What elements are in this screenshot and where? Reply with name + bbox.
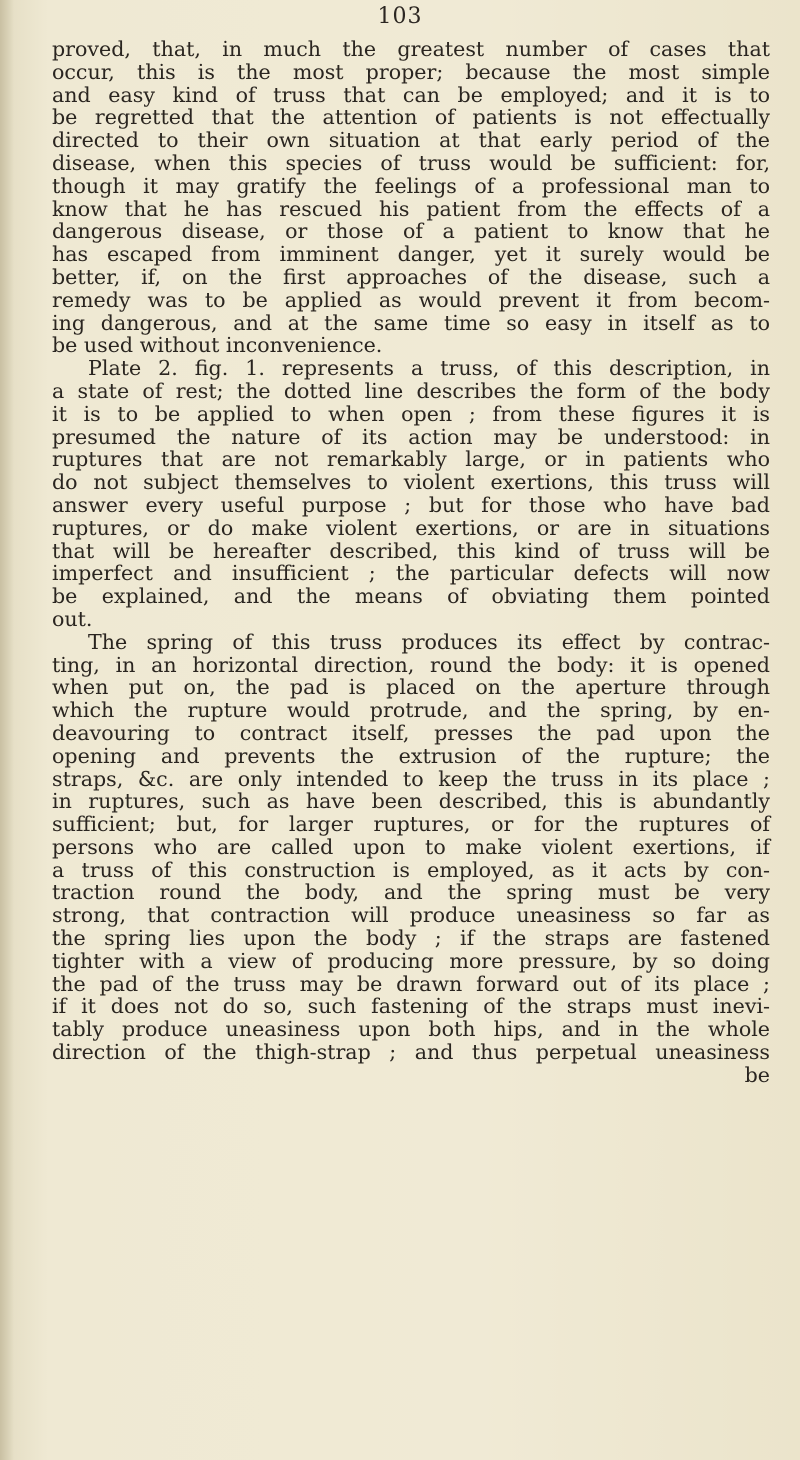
text-line: the spring lies upon the body ; if the straps are fastened xyxy=(52,926,770,951)
text-line: disease, when this species of truss would be sufficient: for, xyxy=(52,150,770,175)
body-text xyxy=(52,38,770,1087)
text-line: tighter with a view of producing more pressure, by so doing xyxy=(52,948,770,973)
text-line: deavouring to contract itself, presses the pad upon the xyxy=(52,720,770,745)
text-line: be explained, and the means of obviating them pointed xyxy=(52,584,770,609)
text-line: better, if, on the first approaches of the disease, such a xyxy=(52,264,770,289)
text-line: be regretted that the attention of patients is not effectually xyxy=(52,105,770,130)
text-line: opening and prevents the extrusion of the rupture; the xyxy=(52,743,770,768)
text-line: proved, that, in much the greatest number of cases that xyxy=(52,37,770,61)
text-line: it is to be applied to when open ; from these figures it is xyxy=(52,401,770,426)
text-line: ting, in an horizontal direction, round the body: it is opened xyxy=(52,652,770,677)
text-line: the pad of the truss may be drawn forward out of its place ; xyxy=(52,971,770,996)
text-line: be used without inconvenience. xyxy=(52,333,383,358)
text-line: out. xyxy=(52,606,93,631)
text-line: which the rupture would protrude, and the spring, by en- xyxy=(52,698,770,723)
text-line: ruptures, or do make violent exertions, or are in situations xyxy=(52,515,770,540)
text-line: a truss of this construction is employed, as it acts by con- xyxy=(52,857,770,882)
text-line: has escaped from imminent danger, yet it surely would be xyxy=(52,242,770,267)
text-line: in ruptures, such as have been described, this is abundantly xyxy=(52,789,770,814)
text-line: occur, this is the most proper; because the most simple xyxy=(52,59,770,84)
text-line: dangerous disease, or those of a patient to know that he xyxy=(52,219,770,244)
text-line: know that he has rescued his patient from the effects of a xyxy=(52,196,770,221)
text-line: be xyxy=(744,1062,770,1087)
text-line: ing dangerous, and at the same time so easy in itself as to xyxy=(52,310,770,335)
text-line: presumed the nature of its action may be understood: in xyxy=(52,424,770,449)
text-line: strong, that contraction will produce uneasiness so far as xyxy=(52,903,770,928)
text-line: imperfect and insufficient ; the particular defects will now xyxy=(52,561,770,586)
text-line: though it may gratify the feelings of a professional man to xyxy=(52,173,770,198)
text-line: a state of rest; the dotted line describes the form of the body xyxy=(52,378,770,403)
text-line: ruptures that are not remarkably large, or in patients who xyxy=(52,447,770,472)
text-line: that will be hereafter described, this kind of truss will be xyxy=(52,538,770,563)
page-gutter-shadow xyxy=(0,0,14,1460)
text-line: when put on, the pad is placed on the aperture through xyxy=(52,675,770,700)
text-line: direction of the thigh-strap ; and thus perpetual uneasiness xyxy=(52,1040,770,1065)
text-line: persons who are called upon to make violent exertions, if xyxy=(52,834,770,859)
text-line: directed to their own situation at that early period of the xyxy=(52,128,770,153)
text-line: if it does not do so, such fastening of the straps must inevi- xyxy=(52,994,770,1019)
text-line: Plate 2. fig. 1. represents a truss, of this description, in xyxy=(88,356,770,381)
text-line: do not subject themselves to violent exertions, this truss will xyxy=(52,470,770,495)
text-line: and easy kind of truss that can be employed; and it is to xyxy=(52,82,770,107)
text-line: sufficient; but, for larger ruptures, or for the ruptures of xyxy=(52,812,770,837)
page-number: 103 xyxy=(377,4,423,29)
text-line: answer every useful purpose ; but for those who have bad xyxy=(52,492,770,517)
text-line: straps, &c. are only intended to keep the truss in its place ; xyxy=(52,766,770,791)
text-line: traction round the body, and the spring must be very xyxy=(52,880,770,905)
text-line: The spring of this truss produces its effect by contrac- xyxy=(88,629,770,654)
text-line: tably produce uneasiness upon both hips, and in the whole xyxy=(52,1017,770,1042)
text-line: remedy was to be applied as would prevent it from becom- xyxy=(52,287,770,312)
